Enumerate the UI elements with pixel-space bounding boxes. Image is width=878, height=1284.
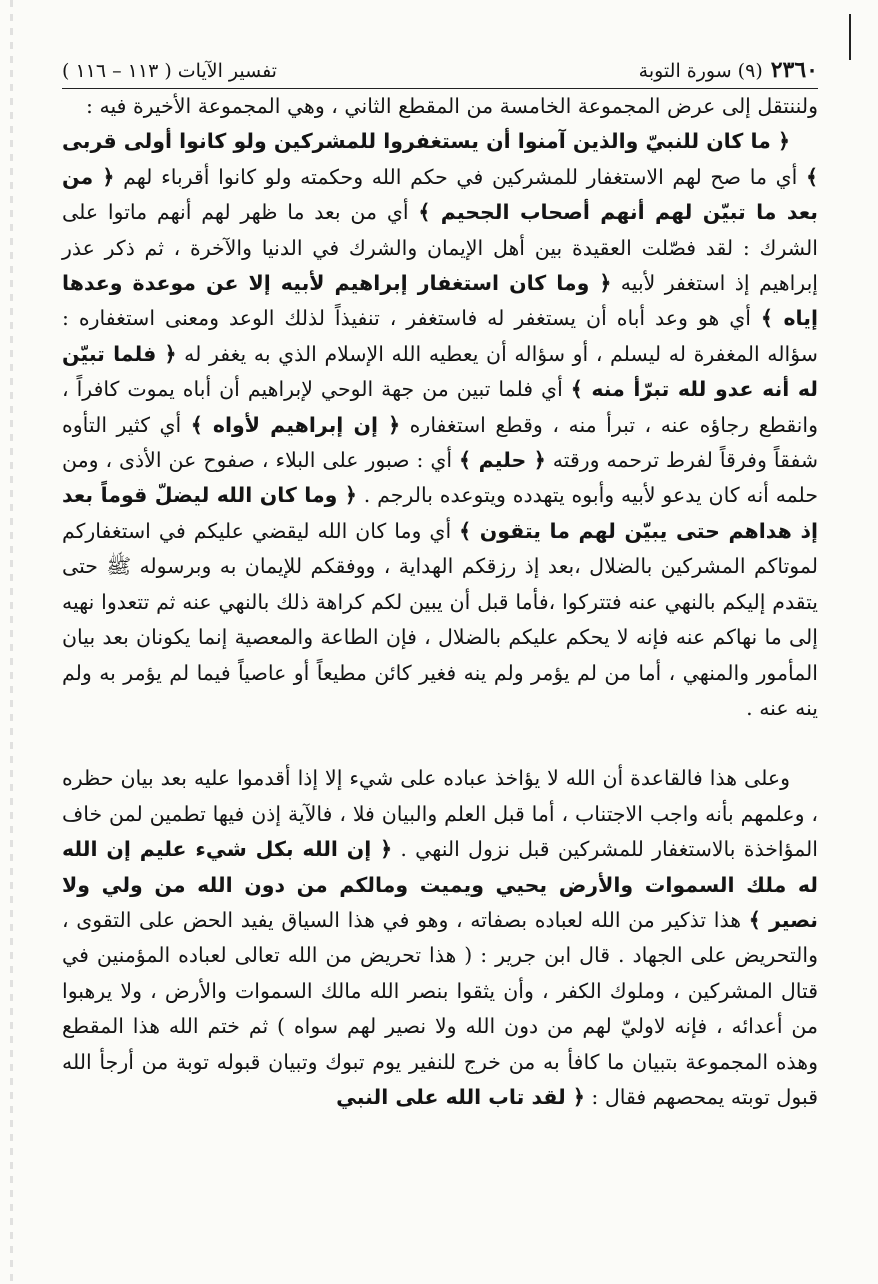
- commentary-text: أي وما كان الله ليقضي عليكم في استغفاركم لموتاكم المشركين بالضلال ،بعد إذ رزقكم الهداية ، ووفقكم للإيمان به وبرسوله ﷺ حتى يتقدم إليكم بالنهي عنه فتتركوا ،فأما قبل أن يبين لكم كراهة ذلك بالنهي عنه ثم تتعدوا نهيه إلى ما نهاكم عنه فإنه لا يحكم عليكم بالضلال ، فإن الطاعة والمعصية إنما يكونان بعد بيان المأمور والمنهي ، أما من لم يؤمر ولم ينه فغير كائن مطيعاً أو عاصياً فيما لم يؤمر به ولم ينه عنه .: [62, 518, 818, 720]
- intro-paragraph: [62, 89, 818, 124]
- commentary-text: أي كثير التأوه شفقاً وفرقاً لفرط ترحمه ورقته: [62, 412, 818, 473]
- quran-verse: ﴿ لقد تاب الله على النبي: [336, 1084, 585, 1109]
- commentary-text: أي فلما تبين من جهة الوحي لإبراهيم أن أباه يموت كافراً ، وانقطع رجاؤه عنه ، تبرأ منه ، وقطع استغفاره: [62, 377, 818, 437]
- running-header: [62, 52, 818, 89]
- commentary-paragraph-1: [62, 124, 818, 726]
- page-number: ٢٣٦٠: [770, 57, 818, 83]
- header-right: [639, 52, 818, 89]
- quran-verse: ﴿ ما كان للنبيّ والذين آمنوا أن يستغفروا للمشركين ولو كانوا أولى قربى ﴾: [62, 129, 819, 189]
- commentary-text: أي من بعد ما ظهر لهم أنهم ماتوا على الشرك : لقد فصّلت العقيدة بين أهل الإيمان والشرك في الدنيا والآخرة ، ثم ذكر عذر إبراهيم إذ استغفر لأبيه: [62, 200, 819, 296]
- commentary-text: أي : صبور على البلاء ، صفوح عن الأذى ، ومن حلمه أنه كان يدعو لأبيه وأبوه يتهدده ويتوعده بالرجم .: [62, 448, 818, 508]
- quran-verse: ﴿ وما كان الله ليضلّ قوماً بعد إذ هداهم حتى يبيّن لهم ما يتقون ﴾: [62, 483, 818, 543]
- commentary-text: هذا تذكير من الله لعباده بصفاته ، وهو في هذا السياق يفيد الحض على التقوى ، والتحريض على الجهاد . قال ابن جرير : ( هذا تحريض من الله تعالى لعباده المؤمنين في قتال المشركين ، وملوك الكفر ، وأن يثقوا بنصر الله مالك السموات والأرض ، ولا يرهبوا من أعدائه ، فإنه لاوليّ لهم من دون الله ولا نصير لهم سواه ) ثم ختم الله هذا المقطع وهذه المجموعة بتبيان ما كافأ به من خرج للنفير يوم تبوك وتبيان قبوله توبة من أرجأ الله قبول توبته يمحصهم فقال :: [62, 907, 818, 1109]
- intro-text: ولننتقل إلى عرض المجموعة الخامسة من المقطع الثاني ، وهي المجموعة الأخيرة فيه :: [86, 94, 818, 118]
- quran-verse: ﴿ إن الله بكل شيء عليم إن الله له ملك السموات والأرض يحيي ويميت ومالكم من دون الله من ولي ولا نصير ﴾: [62, 837, 819, 932]
- commentary-text: وعلى هذا فالقاعدة أن الله لا يؤاخذ عباده على شيء إلا إذا أقدموا عليه بعد بيان حظره ، وعلمهم بأنه واجب الاجتناب ، أما قبل العلم والبيان فلا ، فالآية إذن فيها تطمين لمن خاف المؤاخذة بالاستغفار للمشركين قبل نزول النهي .: [62, 766, 818, 862]
- section-title: تفسير الآيات ( ١١٣ – ١١٦ ): [62, 60, 277, 82]
- quran-verse: ﴿ فلما تبيّن له أنه عدو لله تبرّأ منه ﴾: [62, 341, 818, 402]
- quran-verse: ﴿ حليم ﴾: [459, 448, 546, 473]
- book-page: [62, 52, 818, 1267]
- commentary-text: أي ما صح لهم الاستغفار للمشركين في حكم الله وحكمته ولو كانوا أقرباء لهم: [114, 164, 806, 189]
- commentary-paragraph-2: [62, 761, 818, 1115]
- quran-verse: ﴿ إن إبراهيم لأواه ﴾: [190, 412, 401, 437]
- scan-edge: [10, 0, 13, 1284]
- surah-title: (٩) سورة التوبة: [638, 60, 763, 82]
- commentary-text: أي هو وعد أباه أن يستغفر له فاستغفر ، تنفيذاً لذلك الوعد ومعنى استغفاره : سؤاله المغفرة له ليسلم ، أو سؤاله أن يعطيه الله الإسلام الذي به يغفر له: [62, 306, 818, 366]
- paragraph-gap: [62, 726, 818, 761]
- quran-verse: ﴿ من بعد ما تبيّن لهم أنهم أصحاب الجحيم ﴾: [62, 164, 818, 225]
- margin-tick: [849, 14, 851, 60]
- quran-verse: ﴿ وما كان استغفار إبراهيم لأبيه إلا عن موعدة وعدها إياه ﴾: [62, 271, 818, 331]
